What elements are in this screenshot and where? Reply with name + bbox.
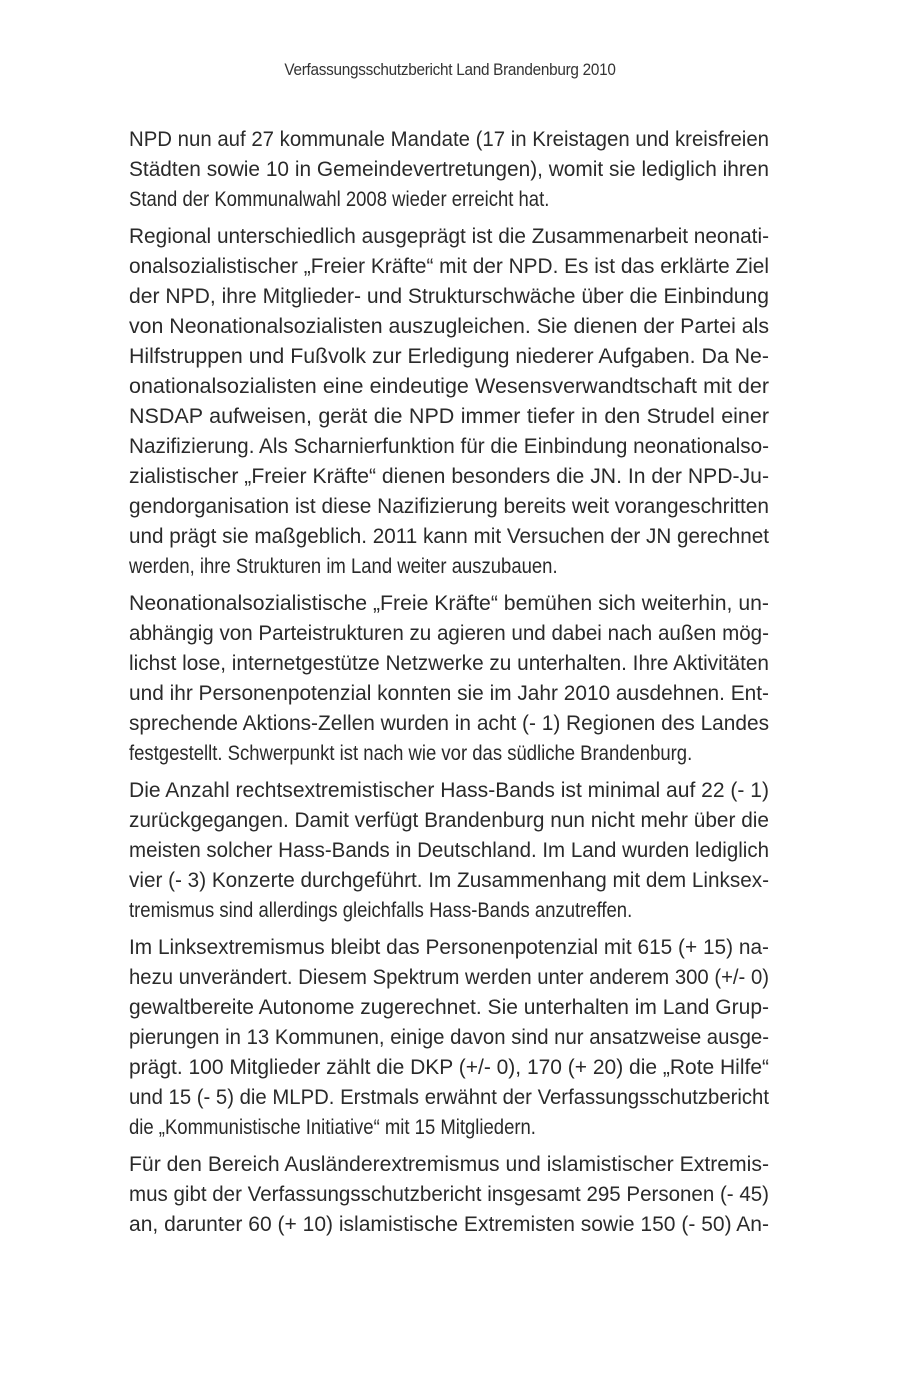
text-line: Die Anzahl rechtsextremistischer Hass-Bands ist minimal auf 22 (- 1) — [129, 778, 769, 802]
text-line: abhängig von Parteistrukturen zu agieren und dabei nach außen mög- — [129, 621, 769, 645]
running-header: Verfassungsschutzbericht Land Brandenburg 2010 — [284, 60, 616, 79]
text-line: tremismus sind allerdings gleichfalls Hass-Bands anzutreffen. — [129, 898, 633, 922]
text-line: prägt. 100 Mitglieder zählt die DKP (+/- 0), 170 (+ 20) die „Rote Hilfe“ — [129, 1055, 769, 1079]
text-line: zialistischer „Freier Kräfte“ dienen besonders die JN. In der NPD-Ju- — [129, 464, 769, 488]
text-line: Hilfstruppen und Fußvolk zur Erledigung niederer Aufgaben. Da Ne- — [129, 344, 769, 368]
text-line: und ihr Personenpotenzial konnten sie im Jahr 2010 ausdehnen. Ent- — [129, 681, 769, 705]
text-line: festgestellt. Schwerpunkt ist nach wie vor das südliche Brandenburg. — [129, 741, 693, 765]
text-line: Städten sowie 10 in Gemeindevertretungen), womit sie lediglich ihren — [129, 157, 769, 181]
text-line: mus gibt der Verfassungsschutzbericht insgesamt 295 Personen (- 45) — [129, 1182, 769, 1206]
text-line: NPD nun auf 27 kommunale Mandate (17 in Kreistagen und kreisfreien — [129, 127, 769, 151]
text-line: und 15 (- 5) die MLPD. Erstmals erwähnt der Verfassungsschutzbericht — [129, 1085, 769, 1109]
text-line: NSDAP aufweisen, gerät die NPD immer tiefer in den Strudel einer — [129, 404, 769, 428]
text-line: werden, ihre Strukturen im Land weiter auszubauen. — [129, 554, 558, 578]
text-line: onalsozialistischer „Freier Kräfte“ mit der NPD. Es ist das erklärte Ziel — [129, 254, 769, 278]
paragraph-linksextremismus — [129, 932, 769, 1142]
text-line: und prägt sie maßgeblich. 2011 kann mit Versuchen der JN gerechnet — [129, 524, 769, 548]
paragraph-hass-bands — [129, 775, 769, 925]
text-line: an, darunter 60 (+ 10) islamistische Extremisten sowie 150 (- 50) An- — [129, 1212, 769, 1236]
text-line: zurückgegangen. Damit verfügt Brandenburg nun nicht mehr über die — [129, 808, 769, 832]
text-line: hezu unverändert. Diesem Spektrum werden unter anderem 300 (+/- 0) — [129, 965, 769, 989]
text-line: Regional unterschiedlich ausgeprägt ist die Zusammenarbeit neonati- — [129, 224, 769, 248]
text-line: Für den Bereich Ausländerextremismus und islamistischer Extremis- — [129, 1152, 769, 1176]
text-line: gendorganisation ist diese Nazifizierung bereits weit vorangeschritten — [129, 494, 769, 518]
text-line: gewaltbereite Autonome zugerechnet. Sie unterhalten im Land Grup- — [129, 995, 769, 1019]
paragraph-freie-kraefte-npd — [129, 221, 769, 581]
body-text — [129, 124, 769, 1246]
text-line: vier (- 3) Konzerte durchgeführt. Im Zusammenhang mit dem Linksex- — [129, 868, 769, 892]
text-line: Neonationalsozialistische „Freie Kräfte“ bemühen sich weiterhin, un- — [129, 591, 769, 615]
paragraph-auslaenderextremismus — [129, 1149, 769, 1239]
text-line: Stand der Kommunalwahl 2008 wieder erreicht hat. — [129, 187, 550, 211]
text-line: Nazifizierung. Als Scharnierfunktion für die Einbindung neonationalso- — [129, 434, 769, 458]
paragraph-npd-mandates — [129, 124, 769, 214]
text-line: der NPD, ihre Mitglieder- und Strukturschwäche über die Einbindung — [129, 284, 769, 308]
text-line: pierungen in 13 Kommunen, einige davon sind nur ansatzweise ausge- — [129, 1025, 769, 1049]
text-line: die „Kommunistische Initiative“ mit 15 Mitgliedern. — [129, 1115, 536, 1139]
text-line: onationalsozialisten eine eindeutige Wesensverwandtschaft mit der — [129, 374, 769, 398]
text-line: lichst lose, internetgestütze Netzwerke zu unterhalten. Ihre Aktivitäten — [129, 651, 769, 675]
text-line: meisten solcher Hass-Bands in Deutschland. Im Land wurden lediglich — [129, 838, 769, 862]
paragraph-neonazi-networks — [129, 588, 769, 768]
text-line: von Neonationalsozialisten auszugleichen. Sie dienen der Partei als — [129, 314, 769, 338]
text-line: Im Linksextremismus bleibt das Personenpotenzial mit 615 (+ 15) na- — [129, 935, 769, 959]
text-line: sprechende Aktions-Zellen wurden in acht (- 1) Regionen des Landes — [129, 711, 769, 735]
